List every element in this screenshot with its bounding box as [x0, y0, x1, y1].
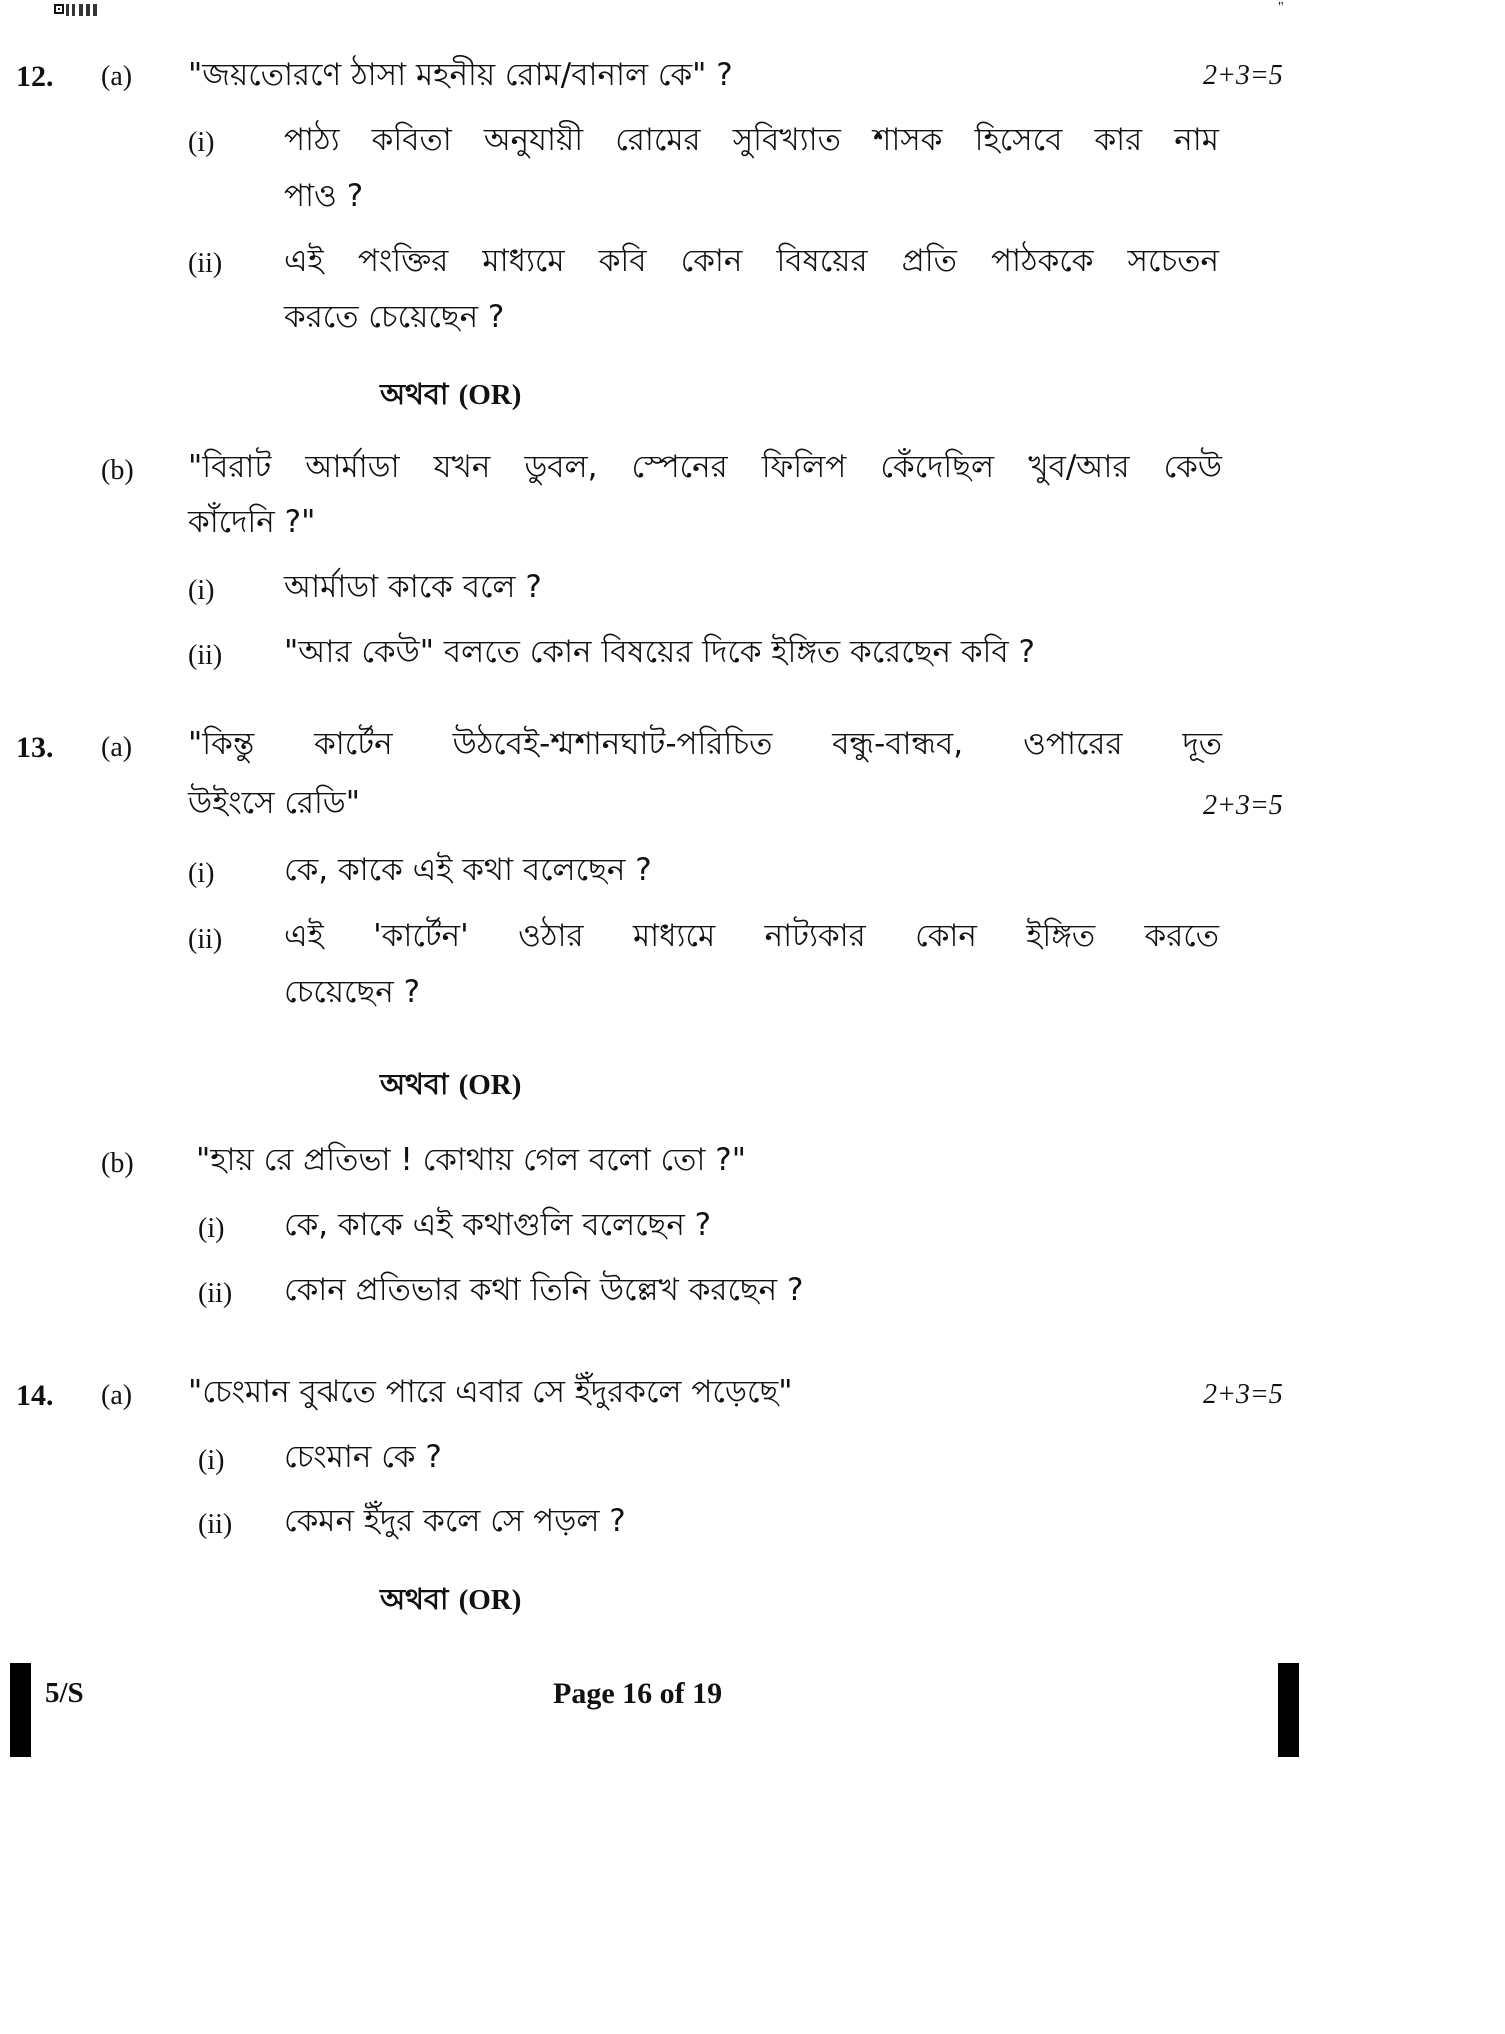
paper-code: 5/S	[45, 1677, 84, 1709]
subquestion-label-i: (i)	[198, 1445, 225, 1476]
subquestion-label-ii: (ii)	[188, 924, 223, 955]
subquestion-text-continued: করতে চেয়েছেন ?	[284, 299, 505, 335]
part-label-a: (a)	[101, 732, 133, 763]
subquestion-text: পাঠ্য কবিতা অনুযায়ী রোমের সুবিখ্যাত শাসক হিসেবে কার নাম	[284, 122, 1219, 158]
subquestion-text: এই পংক্তির মাধ্যমে কবি কোন বিষয়ের প্রতি পাঠককে সচেতন	[284, 243, 1219, 279]
subquestion-label-ii: (ii)	[188, 248, 223, 279]
question-number: 14.	[16, 1379, 54, 1412]
or-label-bengali: অথবা	[380, 1067, 449, 1101]
question-quote: "হায় রে প্রতিভা ! কোথায় গেল বলো তো ?"	[196, 1142, 746, 1178]
or-label-bengali: অথবা	[380, 1582, 449, 1616]
or-label-english: (OR)	[458, 1584, 522, 1616]
part-label-a: (a)	[101, 1380, 133, 1411]
question-quote-continued: কাঁদেনি ?"	[188, 504, 316, 540]
subquestion-label-ii: (ii)	[198, 1278, 233, 1309]
or-divider	[380, 372, 521, 421]
question-number: 13.	[16, 731, 54, 764]
qr-finder-square-icon	[54, 4, 64, 14]
question-quote: "কিন্তু কার্টেন উঠবেই-শ্মশানঘাট-পরিচিত বন্ধু-বান্ধব, ওপারের দূত	[188, 726, 1222, 762]
or-label-english: (OR)	[458, 379, 522, 411]
or-divider	[380, 1577, 521, 1626]
part-label-a: (a)	[101, 61, 133, 92]
subquestion-text: এই 'কার্টেন' ওঠার মাধ্যমে নাট্যকার কোন ইঙ্গিত করতে	[284, 918, 1219, 954]
question-number: 12.	[16, 60, 54, 93]
marks-allocation: 2+3=5	[1203, 790, 1283, 821]
question-quote: "বিরাট আর্মাডা যখন ডুবল, স্পেনের ফিলিপ কেঁদেছিল খুব/আর কেউ	[188, 449, 1222, 485]
or-label-english: (OR)	[458, 1069, 522, 1101]
subquestion-text: কোন প্রতিভার কথা তিনি উল্লেখ করছেন ?	[284, 1272, 804, 1308]
question-quote: "জয়তোরণে ঠাসা মহনীয় রোম/বানাল কে" ?	[188, 57, 733, 93]
part-label-b: (b)	[101, 1148, 134, 1179]
subquestion-text: চেংমান কে ?	[284, 1439, 442, 1475]
footer-right-bar	[1278, 1663, 1299, 1757]
subquestion-text-continued: চেয়েছেন ?	[284, 974, 421, 1010]
marks-allocation: 2+3=5	[1203, 60, 1283, 91]
subquestion-text-continued: পাও ?	[284, 178, 364, 214]
question-quote: "চেংমান বুঝতে পারে এবার সে ইঁদুরকলে পড়েছে"	[188, 1374, 793, 1410]
subquestion-text: আর্মাডা কাকে বলে ?	[284, 569, 542, 605]
footer-left-bar	[10, 1663, 31, 1757]
subquestion-text: কেমন ইঁদুর কলে সে পড়ল ?	[284, 1503, 626, 1539]
subquestion-text: কে, কাকে এই কথাগুলি বলেছেন ?	[284, 1207, 712, 1243]
or-label-bengali: অথবা	[380, 377, 449, 411]
subquestion-label-i: (i)	[188, 127, 215, 158]
subquestion-text: কে, কাকে এই কথা বলেছেন ?	[284, 852, 652, 888]
subquestion-label-ii: (ii)	[198, 1509, 233, 1540]
subquestion-text: "আর কেউ" বলতে কোন বিষয়ের দিকে ইঙ্গিত করেছেন কবি ?	[284, 634, 1035, 670]
marks-allocation: 2+3=5	[1203, 1379, 1283, 1410]
qr-pattern-icon	[66, 4, 100, 16]
top-right-mark: "	[1278, 0, 1284, 15]
subquestion-label-i: (i)	[188, 575, 215, 606]
subquestion-label-ii: (ii)	[188, 640, 223, 671]
subquestion-label-i: (i)	[198, 1213, 225, 1244]
page-number: Page 16 of 19	[553, 1677, 723, 1710]
qr-code-fragment	[54, 4, 106, 16]
or-divider	[380, 1062, 521, 1111]
subquestion-label-i: (i)	[188, 858, 215, 889]
question-quote-continued: উইংসে রেডি"	[188, 785, 360, 821]
part-label-b: (b)	[101, 455, 134, 486]
